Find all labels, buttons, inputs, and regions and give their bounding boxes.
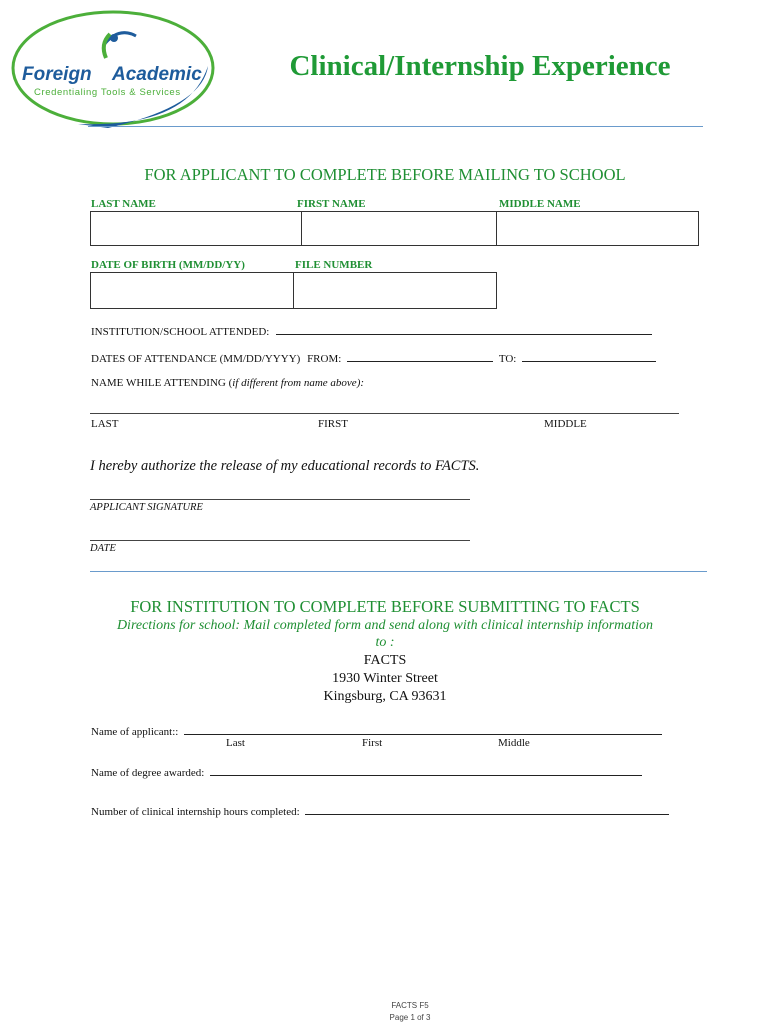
name-while-attending-line[interactable] (90, 413, 679, 414)
institution-section-heading: FOR INSTITUTION TO COMPLETE BEFORE SUBMITTING TO FACTS (130, 597, 640, 616)
address-name: FACTS (363, 653, 407, 668)
dob-label: DATE OF BIRTH (MM/DD/YY) (91, 259, 245, 271)
degree-row (91, 765, 642, 779)
applicant-signature-line[interactable] (90, 499, 470, 500)
middle-name-label: MIDDLE NAME (499, 198, 581, 210)
name-while-last-caption: LAST (91, 418, 119, 430)
date-label: DATE (90, 543, 116, 554)
dates-label: DATES OF ATTENDANCE (MM/DD/YYYY) (91, 353, 301, 365)
footer-page-number: Page 1 of 3 (389, 1013, 431, 1022)
degree-label: Name of degree awarded: (91, 767, 205, 779)
logo-word-academic: Academic (112, 64, 202, 85)
hours-row (91, 804, 669, 818)
first-name-label: FIRST NAME (297, 198, 366, 210)
file-number-field[interactable] (293, 272, 497, 309)
applicant-signature-label: APPLICANT SIGNATURE (90, 502, 203, 513)
directions-line-1: Directions for school: Mail completed form and send along with clinical internship information (116, 618, 654, 633)
last-name-label: LAST NAME (91, 198, 156, 210)
middle-name-field[interactable] (496, 211, 699, 246)
header-divider (88, 126, 703, 127)
first-name-field[interactable] (301, 211, 497, 246)
section-divider (90, 571, 707, 572)
applicant-name-label: Name of applicant:: (91, 726, 179, 738)
page-title: Clinical/Internship Experience (289, 50, 671, 82)
last-name-field[interactable] (90, 211, 302, 246)
dob-field[interactable] (90, 272, 294, 309)
applicant-section-heading: FOR APPLICANT TO COMPLETE BEFORE MAILING TO SCHOOL (144, 165, 626, 184)
logo-tagline: Credentialing Tools & Services (34, 87, 181, 98)
name-while-attending-label (91, 377, 364, 389)
hours-line[interactable] (305, 804, 669, 815)
applicant-middle-caption: Middle (498, 737, 530, 749)
logo-graphic (8, 6, 218, 130)
applicant-first-caption: First (362, 737, 383, 749)
institution-label: INSTITUTION/SCHOOL ATTENDED: (91, 326, 270, 338)
address-city: Kingsburg, CA 93631 (323, 689, 447, 704)
facts-logo (8, 6, 218, 130)
file-number-label: FILE NUMBER (295, 259, 373, 271)
logo-word-foreign: Foreign (22, 64, 92, 85)
dates-row (91, 351, 656, 365)
to-date-line[interactable] (522, 351, 656, 362)
name-while-label-text: NAME WHILE ATTENDING ( (91, 377, 233, 389)
authorization-statement: I hereby authorize the release of my educational records to FACTS. (90, 458, 480, 474)
name-while-first-caption: FIRST (318, 418, 348, 430)
date-line[interactable] (90, 540, 470, 541)
name-while-middle-caption: MIDDLE (544, 418, 587, 430)
degree-line[interactable] (210, 765, 642, 776)
to-label: TO: (498, 353, 517, 365)
directions-line-2: to : (375, 635, 395, 650)
applicant-name-line[interactable] (184, 724, 662, 735)
footer-form-id: FACTS F5 (391, 1001, 429, 1010)
applicant-name-row (91, 724, 662, 738)
address-street: 1930 Winter Street (332, 671, 438, 686)
from-date-line[interactable] (347, 351, 493, 362)
institution-input-line[interactable] (276, 324, 652, 335)
institution-row (91, 324, 652, 338)
from-label: FROM: (307, 353, 342, 365)
name-while-italic: if different from name above): (232, 377, 365, 389)
applicant-last-caption: Last (226, 737, 245, 749)
hours-label: Number of clinical internship hours completed: (91, 806, 300, 818)
